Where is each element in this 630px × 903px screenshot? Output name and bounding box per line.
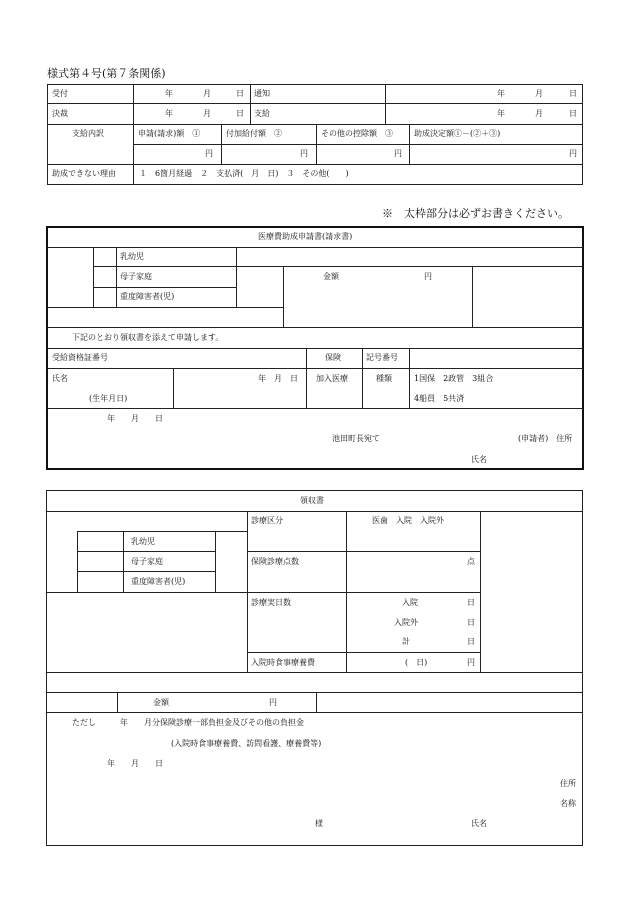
applicant-name-label: 氏名 bbox=[471, 455, 487, 464]
day-label: 日 bbox=[236, 89, 244, 98]
app-cat-shogai: 重度障害者(児) bbox=[120, 292, 175, 301]
yen-label: 円 bbox=[269, 698, 277, 707]
shikyu-uchiwake-label: 支給内訳 bbox=[72, 129, 104, 138]
nichi-label: 日 bbox=[467, 637, 475, 646]
kei-label: 計 bbox=[402, 637, 410, 646]
birth-ymd: 年 月 日 bbox=[258, 374, 298, 383]
sama-label: 様 bbox=[315, 819, 323, 828]
rcpt-shimei-label: 氏名 bbox=[471, 819, 487, 828]
tadashi-sub: (入院時食事療養費、訪問看護、療養費等) bbox=[171, 739, 322, 748]
rcpt-amount-label: 金額 bbox=[153, 698, 169, 707]
day-label: 日 bbox=[236, 109, 244, 118]
year-label: 年 bbox=[497, 109, 505, 118]
jitsu-nissu-label: 診療実日数 bbox=[251, 598, 291, 607]
insurance-types-1: 1国保 2政管 3組合 bbox=[414, 374, 494, 383]
kyufu-label: 支給 bbox=[254, 109, 270, 118]
cert-number-label: 受給資格証番号 bbox=[52, 353, 108, 362]
insurance-types-2: 4船員 5共済 bbox=[414, 394, 465, 403]
day-label: 日 bbox=[569, 109, 577, 118]
form-title: 様式第４号(第７条関係) bbox=[47, 67, 166, 80]
year-label: 年 bbox=[165, 89, 173, 98]
shinryo-kubun-label: 診療区分 bbox=[251, 516, 283, 525]
gairai-label: 入院外 bbox=[394, 618, 418, 627]
rcpt-meisho-label: 名称 bbox=[560, 799, 576, 808]
app-amount-label: 金額 bbox=[323, 272, 339, 281]
month-label: 月 bbox=[203, 89, 211, 98]
yen-label: 円 bbox=[424, 272, 432, 281]
col-kettei: 助成決定額①－(②＋③) bbox=[414, 129, 501, 138]
name-label: 氏名 bbox=[52, 374, 68, 383]
yen-label: 円 bbox=[394, 149, 402, 158]
ten-label: 点 bbox=[467, 557, 475, 566]
nyuin-label: 入院 bbox=[402, 598, 418, 607]
rcpt-jusho-label: 住所 bbox=[560, 779, 576, 788]
app-title: 医療費助成申請書(請求書) bbox=[258, 232, 353, 241]
addressee: 池田町長宛て bbox=[332, 434, 380, 443]
col-shinsei: 申請(請求)額 ① bbox=[138, 129, 201, 138]
day-label: 日 bbox=[569, 89, 577, 98]
kubun-options: 医歯 入院 入院外 bbox=[372, 516, 444, 525]
yen-label: 円 bbox=[205, 149, 213, 158]
uketsuke-label: 受付 bbox=[52, 89, 68, 98]
rcpt-date: 年 月 日 bbox=[107, 759, 163, 768]
shurui-label: 種類 bbox=[376, 374, 392, 383]
receipt-form bbox=[46, 490, 583, 846]
yen-label: 円 bbox=[467, 658, 475, 667]
no-reason-label: 助成できない理由 bbox=[52, 169, 116, 178]
kessai-label: 決裁 bbox=[52, 109, 68, 118]
birth-label: (生年月日) bbox=[89, 394, 128, 403]
receipt-title: 領収書 bbox=[300, 496, 324, 505]
tsuchi-label: 通知 bbox=[254, 89, 270, 98]
yen-label: 円 bbox=[569, 149, 577, 158]
app-statement: 下記のとおり領収書を添えて申請します。 bbox=[72, 333, 224, 342]
tadashi-text: ただし 年 月分保険診療一部負担金及びその他の負担金 bbox=[72, 718, 304, 727]
hoken-label: 保険 bbox=[325, 353, 341, 362]
nichi-label: 日 bbox=[467, 598, 475, 607]
hoken-tensu-label: 保険診療点数 bbox=[251, 557, 299, 566]
year-label: 年 bbox=[165, 109, 173, 118]
year-label: 年 bbox=[497, 89, 505, 98]
col-kojo: その他の控除額 ③ bbox=[321, 129, 393, 138]
kigo-label: 記号番号 bbox=[366, 353, 398, 362]
app-cat-boshi: 母子家庭 bbox=[120, 272, 152, 281]
kanyu-label: 加入医療 bbox=[316, 374, 348, 383]
no-reason-text: １ 6箇月経過 ２ 支払済( 月 日) ３ その他( ) bbox=[139, 169, 349, 178]
rcpt-cat-boshi: 母子家庭 bbox=[131, 557, 163, 566]
month-label: 月 bbox=[535, 89, 543, 98]
nichi-label: 日 bbox=[467, 618, 475, 627]
month-label: 月 bbox=[203, 109, 211, 118]
month-label: 月 bbox=[535, 109, 543, 118]
app-date: 年 月 日 bbox=[107, 414, 163, 423]
col-fuka: 付加給付額 ② bbox=[226, 129, 282, 138]
app-cat-nyuyoji: 乳幼児 bbox=[120, 252, 144, 261]
rcpt-cat-nyuyoji: 乳幼児 bbox=[131, 537, 155, 546]
shokuji-label: 入院時食事療養費 bbox=[251, 658, 315, 667]
rcpt-cat-shogai: 重度障害者(児) bbox=[131, 577, 186, 586]
notice-text: ※ 太枠部分は必ずお書きください。 bbox=[382, 207, 569, 220]
applicant-address-label: (申請者) 住所 bbox=[518, 434, 573, 443]
yen-label: 円 bbox=[300, 149, 308, 158]
shokuji-days: ( 日) bbox=[405, 658, 428, 667]
